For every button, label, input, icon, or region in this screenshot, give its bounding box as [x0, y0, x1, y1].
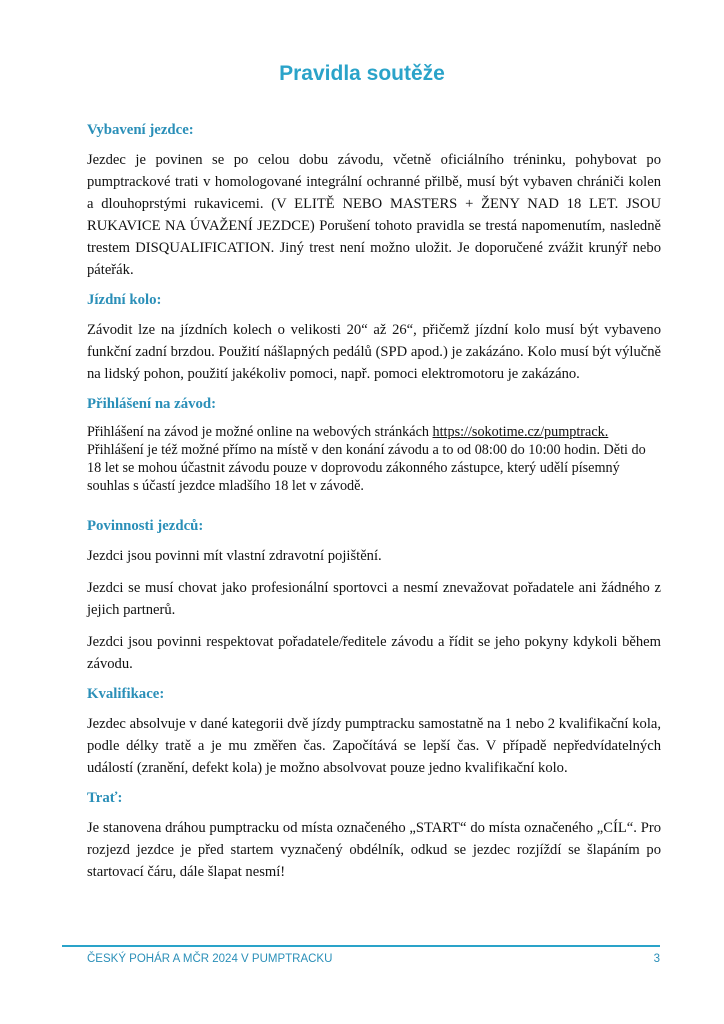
paragraph-trat: Je stanovena dráhou pumptracku od místa označeného „START“ do místa označeného „CÍL“. Pro rozjezd jezdce je před startem vyznačený obdélník, odkud se jezdec rozjíždí se šlapáním po startovací čáru, dále šlapat nesmí!: [87, 820, 661, 880]
page-title: Pravidla soutěže: [279, 62, 445, 85]
prihlaseni-text: Přihlášení na závod je možné online na webových stránkách: [87, 424, 433, 440]
paragraph-povinnosti-2: Jezdci se musí chovat jako profesionální sportovci a nesmí znevažovat pořadatele ani žádného z jejich partnerů.: [87, 580, 661, 618]
spacer: [87, 495, 661, 517]
section-heading-kvalifikace: Kvalifikace:: [87, 686, 165, 702]
paragraph-prihlaseni-online: [87, 423, 661, 441]
page-number: 3: [653, 953, 660, 965]
section-kolo: [87, 291, 661, 385]
document-body: [87, 121, 661, 893]
section-heading-povinnosti: Povinnosti jezdců:: [87, 518, 204, 534]
section-vybaveni: [87, 121, 661, 281]
section-prihlaseni: [87, 395, 661, 495]
section-kvalifikace: [87, 685, 661, 779]
section-povinnosti: [87, 517, 661, 675]
paragraph-povinnosti-3: Jezdci jsou povinni respektovat pořadatele/ředitele závodu a řídit se jeho pokyny kdykoli během závodu.: [87, 634, 661, 672]
section-heading-prihlaseni: Přihlášení na závod:: [87, 396, 217, 412]
footer-title: ČESKÝ POHÁR A MČR 2024 V PUMPTRACKU: [87, 953, 333, 965]
paragraph-kolo: Závodit lze na jízdních kolech o velikosti 20“ až 26“, přičemž jízdní kolo musí být vybaveno funkční zadní brzdou. Použití nášlapných pedálů (SPD apod.) je zakázáno. Kolo musí být výlučně na lidský pohon, použití jakékoliv pomoci, např. pomoci elektromotoru je zakázáno.: [87, 322, 661, 382]
section-heading-trat: Trať:: [87, 790, 123, 806]
footer-rule: [62, 945, 660, 947]
paragraph-kvalifikace: Jezdec absolvuje v dané kategorii dvě jízdy pumptracku samostatně na 1 nebo 2 kvalifikační kola, podle délky tratě a je mu změřen čas. Započítává se lepší čas. V případě nepředvídatelných událostí (zranění, defekt kola) je možno absolvovat pouze jedno kvalifikační kolo.: [87, 716, 661, 776]
section-heading-vybaveni: Vybavení jezdce:: [87, 122, 194, 138]
paragraph-povinnosti-1: Jezdci jsou povinni mít vlastní zdravotní pojištění.: [87, 548, 382, 564]
paragraph-prihlaseni-onsite: Přihlášení je též možné přímo na místě v den konání závodu a to od 08:00 do 10:00 hodin. Děti do 18 let se mohou účastnit závodu pouze v doprovodu zákonného zástupce, který udělí písemný souhlas s účastí jezdce mladšího 18 let v závodě.: [87, 442, 646, 494]
registration-link[interactable]: https://sokotime.cz/pumptrack.: [432, 424, 609, 440]
paragraph-vybaveni: Jezdec je povinen se po celou dobu závodu, včetně oficiálního tréninku, pohybovat po pumptrackové trati v homologované integrální ochranné přilbě, musí být vybaven chrániči kolen a dlouhoprstými rukavicemi. (V ELITĚ NEBO MASTERS + ŽENY NAD 18 LET. JSOU RUKAVICE NA ÚVAŽENÍ JEZDCE) Porušení tohoto pravidla se trestá napomenutím, nasledně trestem DISQUALIFICATION. Jiný trest není možno uložit. Je doporučené zvážit krunýř nebo páteřák.: [87, 152, 661, 278]
section-trat: [87, 789, 661, 883]
section-heading-kolo: Jízdní kolo:: [87, 292, 162, 308]
